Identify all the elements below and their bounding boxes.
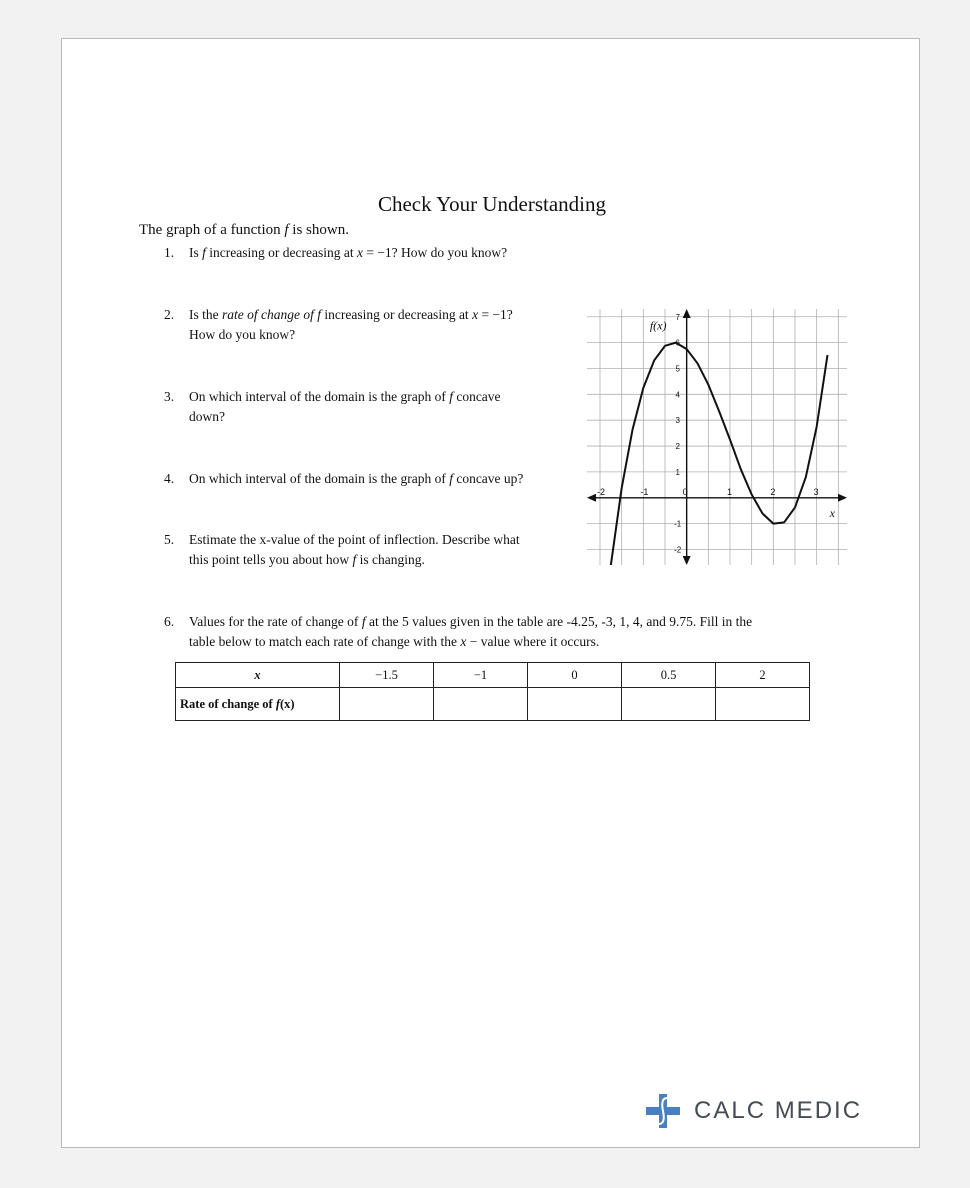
y-tick-label: 3 <box>675 416 680 426</box>
table-answer-cell[interactable] <box>716 688 810 721</box>
table-rate-row <box>176 688 810 721</box>
y-tick-label: 6 <box>675 338 680 348</box>
table-answer-cell[interactable] <box>434 688 528 721</box>
y-axis-label: f(x) <box>649 318 667 333</box>
x-tick-label: 1 <box>727 486 733 497</box>
y-tick-label: 5 <box>675 364 680 374</box>
y-tick-label: 4 <box>675 390 680 400</box>
chart-grid <box>587 309 847 565</box>
x-axis-label: x <box>829 506 835 521</box>
rate-of-change-table <box>175 662 810 721</box>
x-axis-arrow-right <box>838 494 847 502</box>
logo-text: CALC MEDIC <box>694 1097 863 1124</box>
y-tick-label: 2 <box>675 442 680 452</box>
table-answer-cell[interactable] <box>622 688 716 721</box>
worksheet-page <box>61 38 920 1148</box>
table-row-label: Rate of change of f(x) <box>176 688 340 721</box>
intro-text: The graph of a function f is shown. <box>139 222 349 238</box>
chart-axes <box>587 309 847 565</box>
calc-medic-logo <box>646 1094 862 1128</box>
x-tick-label: 0 <box>682 486 688 497</box>
table-header-row <box>176 663 810 688</box>
y-axis-arrow-down <box>683 556 691 565</box>
table-header-label: x <box>176 663 340 688</box>
table-x-cell: 2 <box>716 663 810 688</box>
page-title: Check Your Understanding <box>377 192 607 216</box>
y-tick-label: -1 <box>674 519 682 529</box>
x-tick-label: 3 <box>813 486 819 497</box>
x-tick-label: 2 <box>770 486 776 497</box>
question-4: 4. On which interval of the domain is the graph of f concave up? <box>164 471 524 486</box>
y-tick-label: 7 <box>675 312 680 322</box>
question-2: 2. Is the rate of change of f increasing or decreasing at x = −1? How do you know? <box>164 307 513 342</box>
calc-medic-logo-icon <box>646 1094 680 1128</box>
y-axis-arrow-up <box>683 309 691 318</box>
chart-labels <box>597 313 836 555</box>
table-x-cell: −1 <box>434 663 528 688</box>
table-answer-cell[interactable] <box>340 688 434 721</box>
table-answer-cell[interactable] <box>528 688 622 721</box>
x-axis-arrow-left <box>587 494 596 502</box>
table-x-cell: 0.5 <box>622 663 716 688</box>
x-tick-label: -2 <box>597 486 606 497</box>
y-tick-label: -2 <box>674 545 682 555</box>
question-1: 1. Is f increasing or decreasing at x = −1? How do you know? <box>164 245 508 260</box>
question-5: 5. Estimate the x-value of the point of inflection. Describe what this point tells you about how f is changing. <box>164 532 520 567</box>
question-3: 3. On which interval of the domain is the graph of f concave down? <box>164 389 501 424</box>
y-tick-label: 1 <box>675 467 680 477</box>
function-graph <box>587 309 847 565</box>
x-tick-label: -1 <box>640 486 649 497</box>
table-x-cell: −1.5 <box>340 663 434 688</box>
table-x-cell: 0 <box>528 663 622 688</box>
question-6: 6. Values for the rate of change of f at the 5 values given in the table are -4.25, -3, 1, 4, and 9.75. Fill in the table below to match each rate of change with the x − value where it occurs. <box>164 614 753 649</box>
